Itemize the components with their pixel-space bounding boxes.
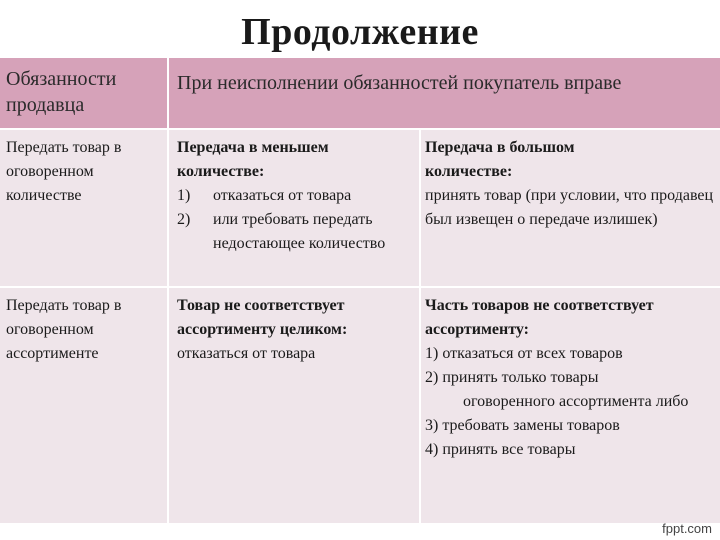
list-item: 1) отказаться от всех товаров [425, 345, 623, 362]
remedy-heading: Часть товаров не соответствует ассортименту: [425, 297, 654, 338]
remedy-heading: Товар не соответствует ассортименту целиком: [177, 297, 348, 338]
column-divider [167, 58, 169, 523]
duty-cell: Передать товар в оговоренном ассортименте [6, 297, 122, 362]
column-divider [419, 130, 421, 523]
header-rights: При неисполнении обязанностей покупатель вправе [177, 72, 622, 94]
table-row [0, 288, 720, 523]
header-duties: Обязанности продавца [6, 68, 117, 116]
list-item-continuation: оговоренного ассортимента либо [463, 393, 689, 410]
page-title: Продолжение [241, 11, 479, 53]
list-item: 2) принять только товары [425, 369, 599, 386]
remedy-right-cell [425, 294, 717, 462]
remedy-left-cell [177, 136, 417, 256]
remedy-left-cell [177, 294, 417, 366]
remedy-list [177, 184, 417, 256]
remedy-text: принять товар (при условии, что продавец был извещен о передаче излишек) [425, 187, 714, 228]
remedy-heading: Передача в меньшем количестве: [177, 139, 329, 180]
duty-cell: Передать товар в оговоренном количестве [6, 139, 122, 204]
obligations-table [0, 58, 720, 523]
table-header [0, 58, 720, 128]
remedy-text: отказаться от товара [177, 345, 316, 362]
list-item: 3) требовать замены товаров [425, 417, 620, 434]
watermark: fppt.com [662, 521, 712, 536]
list-item: 2) или требовать передать недостающее количество [177, 211, 386, 252]
list-item: 4) принять все товары [425, 441, 576, 458]
table-row [0, 130, 720, 286]
remedy-heading: Передача в большом количестве: [425, 139, 575, 180]
remedy-right-cell [425, 136, 715, 232]
list-item: 1) отказаться от товара [177, 187, 352, 204]
